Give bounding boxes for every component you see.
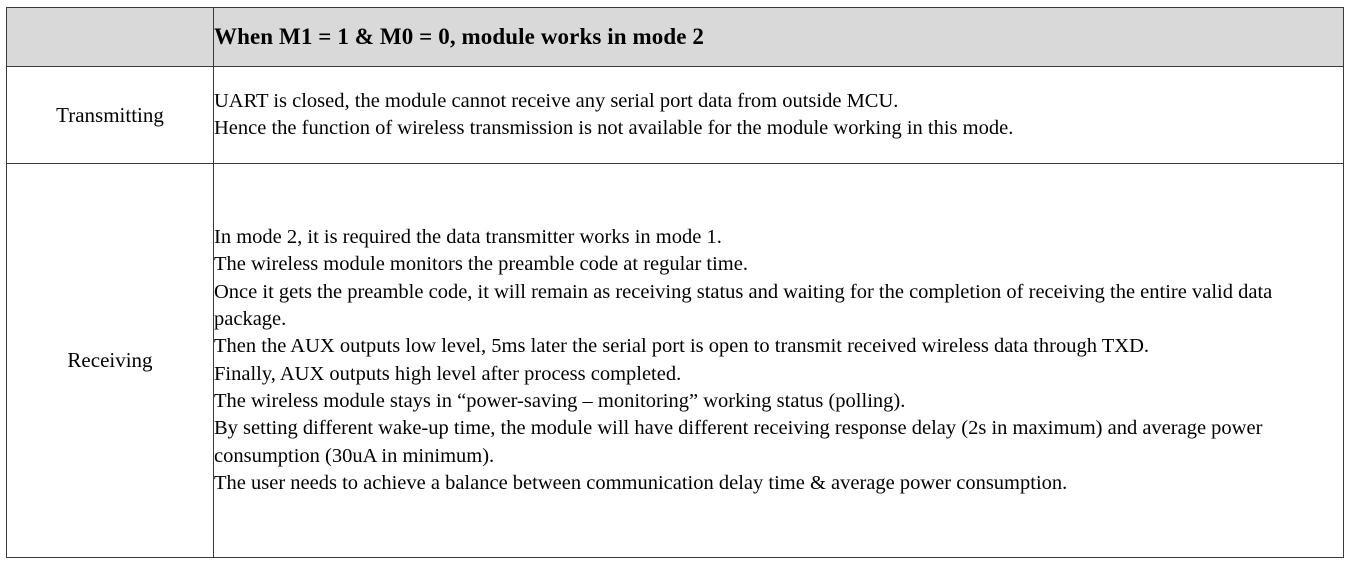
description-line: By setting different wake-up time, the module will have different receiving response delay (2s in maximum) and average power consumption (30uA in minimum). (214, 417, 1263, 467)
description-line: UART is closed, the module cannot receive any serial port data from outside MCU. (214, 89, 899, 112)
row-label-transmitting: Transmitting (7, 67, 214, 164)
mode-2-table (6, 7, 1344, 558)
description-line: Finally, AUX outputs high level after process completed. (214, 362, 682, 385)
receiving-description (214, 164, 1344, 558)
table-row-receiving (7, 164, 1344, 558)
table-header-row (7, 8, 1344, 67)
description-line: Then the AUX outputs low level, 5ms later the serial port is open to transmit received wireless data through TXD. (214, 335, 1150, 358)
description-line: Once it gets the preamble code, it will remain as receiving status and waiting for the completion of receiving the entire valid data package. (214, 280, 1273, 331)
description-line: The wireless module monitors the preamble code at regular time. (214, 253, 748, 276)
description-line: The user needs to achieve a balance between communication delay time & average power consumption. (214, 471, 1068, 494)
description-line: Hence the function of wireless transmission is not available for the module working in this mode. (214, 117, 1014, 140)
row-label-receiving: Receiving (7, 164, 214, 558)
header-title: When M1 = 1 & M0 = 0, module works in mode 2 (214, 8, 1344, 67)
description-line: The wireless module stays in “power-saving – monitoring” working status (polling). (214, 389, 906, 412)
transmitting-description (214, 67, 1344, 164)
table-row-transmitting (7, 67, 1344, 164)
header-corner-cell (7, 8, 214, 67)
description-line: In mode 2, it is required the data transmitter works in mode 1. (214, 226, 722, 249)
